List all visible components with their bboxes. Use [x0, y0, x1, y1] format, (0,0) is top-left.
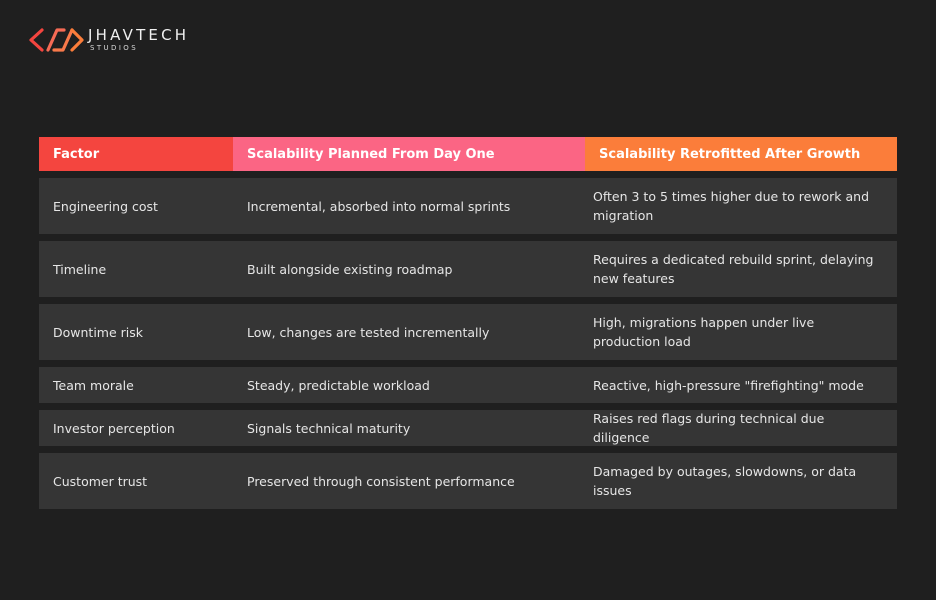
cell-planned: Low, changes are tested incrementally [247, 324, 490, 340]
table-row [39, 367, 897, 403]
header-factor: Factor [39, 137, 233, 171]
brand-subtitle: STUDIOS [90, 44, 139, 52]
cell-retrofitted: Requires a dedicated rebuild sprint, delaying new features [593, 252, 874, 286]
cell-factor: Timeline [53, 261, 107, 277]
brand-logo [28, 26, 189, 54]
table-body [39, 178, 897, 509]
code-brackets-logo-icon [28, 26, 84, 54]
table-row [39, 178, 897, 234]
cell-retrofitted: Raises red flags during technical due diligence [593, 411, 825, 445]
cell-retrofitted: High, migrations happen under live production load [593, 315, 815, 349]
cell-planned: Built alongside existing roadmap [247, 261, 453, 277]
table-row [39, 453, 897, 509]
cell-factor: Engineering cost [53, 198, 158, 214]
cell-factor: Team morale [53, 377, 134, 393]
cell-factor: Customer trust [53, 473, 148, 489]
cell-retrofitted: Reactive, high-pressure "firefighting" mode [593, 377, 864, 393]
table-header [39, 137, 897, 171]
cell-planned: Steady, predictable workload [247, 377, 430, 393]
cell-factor: Downtime risk [53, 324, 143, 340]
cell-planned: Incremental, absorbed into normal sprints [247, 198, 511, 214]
header-planned: Scalability Planned From Day One [233, 137, 585, 171]
table-row [39, 241, 897, 297]
cell-planned: Signals technical maturity [247, 420, 411, 436]
cell-factor: Investor perception [53, 420, 175, 436]
table-row [39, 410, 897, 446]
table-row [39, 304, 897, 360]
cell-retrofitted: Often 3 to 5 times higher due to rework and migration [593, 189, 870, 223]
cell-retrofitted: Damaged by outages, slowdowns, or data issues [593, 464, 857, 498]
comparison-table [39, 137, 897, 516]
cell-planned: Preserved through consistent performance [247, 473, 515, 489]
brand-name: JHAVTECH [88, 26, 190, 44]
header-retrofitted: Scalability Retrofitted After Growth [585, 137, 897, 171]
